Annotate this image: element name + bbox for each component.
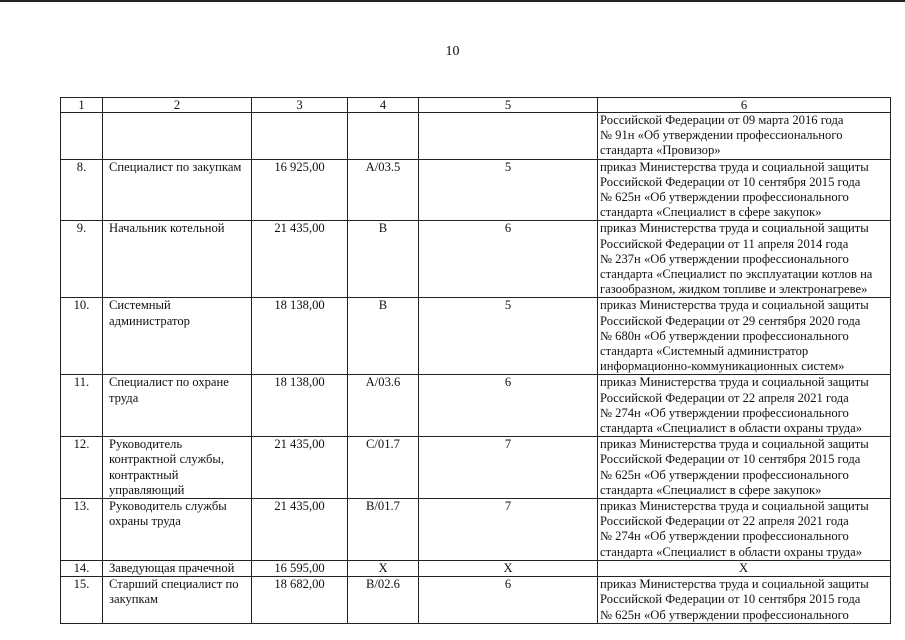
row-number-cell: 13. bbox=[61, 499, 103, 561]
row-number-cell: 8. bbox=[61, 159, 103, 221]
table-body bbox=[61, 113, 891, 624]
table-row bbox=[61, 221, 891, 298]
legal-basis-line: Российской Федерации от 22 апреля 2021 года bbox=[600, 390, 849, 405]
legal-basis-line: стандарта «Специалист в области охраны труда» bbox=[600, 421, 863, 436]
legal-basis-line: стандарта «Системный администратор bbox=[600, 344, 809, 359]
top-rule bbox=[0, 0, 905, 2]
table-header-row bbox=[61, 98, 891, 113]
legal-basis-line: приказ Министерства труда и социальной защиты bbox=[600, 499, 869, 514]
qualification-code-cell: С/01.7 bbox=[348, 437, 419, 499]
legal-basis-line: стандарта «Специалист в сфере закупок» bbox=[600, 205, 822, 220]
salary-cell: 21 435,00 bbox=[252, 221, 348, 298]
legal-basis-line: газообразном, жидком топливе и электронагреве» bbox=[600, 282, 868, 297]
legal-basis-line: № 274н «Об утверждении профессионального bbox=[600, 405, 849, 420]
legal-basis-line: приказ Министерства труда и социальной защиты bbox=[600, 437, 869, 452]
row-number-cell: 9. bbox=[61, 221, 103, 298]
legal-basis-line: Российской Федерации от 10 сентября 2015 года bbox=[600, 174, 861, 189]
table-row bbox=[61, 560, 891, 576]
position-cell: Начальник котельной bbox=[103, 221, 252, 298]
legal-basis-line: стандарта «Специалист в сфере закупок» bbox=[600, 482, 822, 497]
qualification-level-cell: 6 bbox=[419, 375, 598, 437]
legal-basis-line: информационно-коммуникационных систем» bbox=[600, 359, 845, 374]
legal-basis-line: стандарта «Провизор» bbox=[600, 143, 721, 158]
qualification-code-cell bbox=[348, 113, 419, 160]
legal-basis-cell bbox=[598, 375, 891, 437]
qualification-code-cell: А/03.5 bbox=[348, 159, 419, 221]
legal-basis-line: Российской Федерации от 11 апреля 2014 года bbox=[600, 236, 849, 251]
qualification-code-cell: Х bbox=[348, 560, 419, 576]
qualification-level-cell: 6 bbox=[419, 577, 598, 624]
row-number-cell: 11. bbox=[61, 375, 103, 437]
legal-basis-line: № 680н «Об утверждении профессионального bbox=[600, 328, 849, 343]
row-number-cell: 10. bbox=[61, 298, 103, 375]
qualification-level-cell: 6 bbox=[419, 221, 598, 298]
legal-basis-line: № 625н «Об утверждении профессионального bbox=[600, 467, 849, 482]
salary-cell bbox=[252, 113, 348, 160]
legal-basis-line: № 91н «Об утверждении профессионального bbox=[600, 128, 843, 143]
position-cell: Руководитель службы охраны труда bbox=[103, 499, 252, 561]
column-header: 1 bbox=[61, 98, 103, 113]
row-number-cell: 12. bbox=[61, 437, 103, 499]
legal-basis-line: Российской Федерации от 10 сентября 2015 года bbox=[600, 592, 861, 607]
legal-basis-line: приказ Министерства труда и социальной защиты bbox=[600, 298, 869, 313]
legal-basis-line: приказ Министерства труда и социальной защиты bbox=[600, 375, 869, 390]
legal-basis-line: Российской Федерации от 22 апреля 2021 года bbox=[600, 514, 849, 529]
position-cell: Руководитель контрактной службы, контрактный управляющий bbox=[103, 437, 252, 499]
qualification-level-cell: 7 bbox=[419, 437, 598, 499]
legal-basis-line: стандарта «Специалист в области охраны труда» bbox=[600, 544, 863, 559]
row-number-cell: 15. bbox=[61, 577, 103, 624]
legal-basis-line: приказ Министерства труда и социальной защиты bbox=[600, 221, 869, 236]
qualification-level-cell bbox=[419, 113, 598, 160]
column-header: 2 bbox=[103, 98, 252, 113]
table-row bbox=[61, 375, 891, 437]
legal-basis-line: № 625н «Об утверждении профессионального bbox=[600, 190, 849, 205]
qualification-code-cell: В bbox=[348, 221, 419, 298]
legal-basis-cell bbox=[598, 113, 891, 160]
position-cell: Заведующая прачечной bbox=[103, 560, 252, 576]
salary-cell: 18 138,00 bbox=[252, 375, 348, 437]
legal-basis-line: № 625н «Об утверждении профессионального bbox=[600, 607, 849, 622]
legal-basis-line: приказ Министерства труда и социальной защиты bbox=[600, 577, 869, 592]
position-cell bbox=[103, 113, 252, 160]
legal-basis-cell bbox=[598, 221, 891, 298]
salary-cell: 18 138,00 bbox=[252, 298, 348, 375]
legal-basis-line: Х bbox=[738, 560, 749, 575]
legal-basis-cell bbox=[598, 437, 891, 499]
legal-basis-line: Российской Федерации от 10 сентября 2015 года bbox=[600, 452, 861, 467]
position-cell: Специалист по закупкам bbox=[103, 159, 252, 221]
salary-cell: 21 435,00 bbox=[252, 499, 348, 561]
legal-basis-line: № 274н «Об утверждении профессионального bbox=[600, 529, 849, 544]
qualification-level-cell: Х bbox=[419, 560, 598, 576]
legal-basis-line: Российской Федерации от 29 сентября 2020 года bbox=[600, 313, 861, 328]
page-number: 10 bbox=[445, 44, 460, 59]
column-header: 3 bbox=[252, 98, 348, 113]
positions-table bbox=[60, 97, 891, 624]
row-number-cell: 14. bbox=[61, 560, 103, 576]
qualification-code-cell: А/03.6 bbox=[348, 375, 419, 437]
qualification-code-cell: В/02.6 bbox=[348, 577, 419, 624]
table-row bbox=[61, 159, 891, 221]
legal-basis-line: стандарта «Специалист по эксплуатации котлов на bbox=[600, 267, 873, 282]
qualification-level-cell: 7 bbox=[419, 499, 598, 561]
table-row bbox=[61, 437, 891, 499]
table-row bbox=[61, 298, 891, 375]
column-header: 5 bbox=[419, 98, 598, 113]
legal-basis-cell bbox=[598, 577, 891, 624]
salary-cell: 16 925,00 bbox=[252, 159, 348, 221]
position-cell: Старший специалист по закупкам bbox=[103, 577, 252, 624]
table-row bbox=[61, 577, 891, 624]
table-row bbox=[61, 113, 891, 160]
column-header: 4 bbox=[348, 98, 419, 113]
qualification-code-cell: В/01.7 bbox=[348, 499, 419, 561]
position-cell: Системный администратор bbox=[103, 298, 252, 375]
legal-basis-cell bbox=[598, 159, 891, 221]
column-header: 6 bbox=[598, 98, 891, 113]
legal-basis-line: Российской Федерации от 09 марта 2016 года bbox=[600, 113, 844, 127]
qualification-level-cell: 5 bbox=[419, 159, 598, 221]
qualification-level-cell: 5 bbox=[419, 298, 598, 375]
salary-cell: 18 682,00 bbox=[252, 577, 348, 624]
row-number-cell bbox=[61, 113, 103, 160]
qualification-code-cell: В bbox=[348, 298, 419, 375]
legal-basis-line: приказ Министерства труда и социальной защиты bbox=[600, 159, 869, 174]
legal-basis-cell bbox=[598, 499, 891, 561]
table-row bbox=[61, 499, 891, 561]
legal-basis-cell bbox=[598, 560, 891, 576]
position-cell: Специалист по охране труда bbox=[103, 375, 252, 437]
legal-basis-line: № 237н «Об утверждении профессионального bbox=[600, 251, 849, 266]
legal-basis-cell bbox=[598, 298, 891, 375]
salary-cell: 16 595,00 bbox=[252, 560, 348, 576]
salary-cell: 21 435,00 bbox=[252, 437, 348, 499]
